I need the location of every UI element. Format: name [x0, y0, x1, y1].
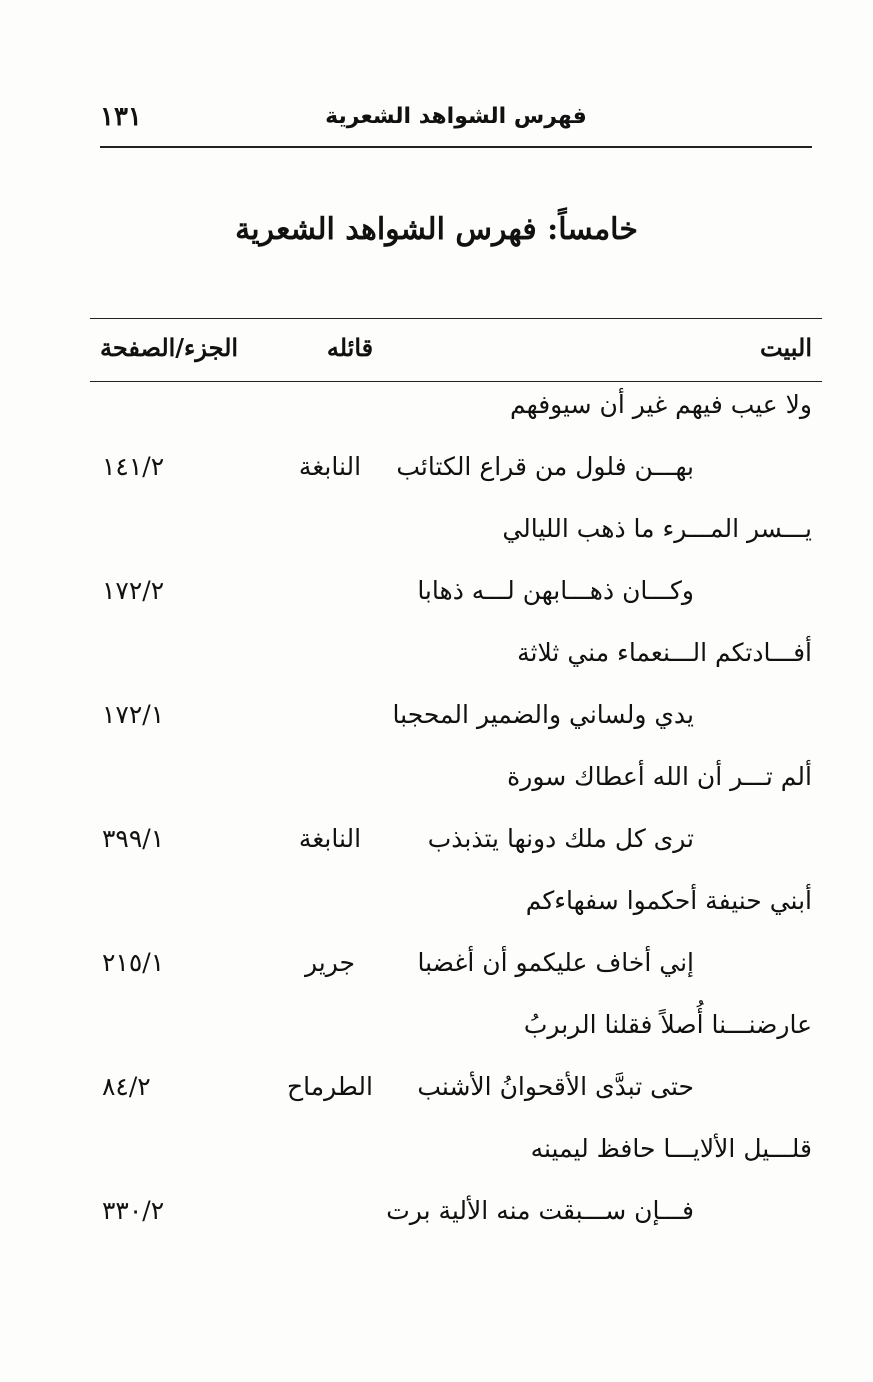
column-header-verse: البيت [759, 333, 812, 362]
table-row [90, 1126, 822, 1250]
table-row [90, 630, 822, 754]
table-row [90, 506, 822, 630]
column-header-sayer: قائله [326, 333, 374, 362]
running-title: فهرس الشواهد الشعرية [325, 104, 587, 129]
verse-sayer: النابغة [298, 452, 362, 481]
verse-sayer: جرير [305, 948, 355, 977]
table-body [90, 382, 822, 1250]
poetry-index-table [90, 318, 822, 1250]
verse-reference: ٢١٥/١ [102, 948, 165, 977]
verse-second-hemistich: ترى كل ملك دونها يتذبذب [427, 824, 694, 853]
verse-first-hemistich: قلـــيل الألايـــا حافظ ليمينه [530, 1134, 812, 1163]
verse-reference: ١٧٢/٢ [102, 576, 165, 605]
page-number: ١٣١ [100, 102, 142, 132]
verse-sayer: الطرماح [286, 1072, 373, 1101]
verse-first-hemistich: أبني حنيفة أحكموا سفهاءكم [525, 886, 812, 915]
table-row [90, 754, 822, 878]
verse-reference: ٣٣٠/٢ [102, 1196, 165, 1225]
verse-second-hemistich: بهـــن فلول من قراع الكتائب [396, 452, 694, 481]
verse-second-hemistich: يدي ولساني والضمير المحجبا [392, 700, 694, 729]
verse-sayer: النابغة [298, 824, 362, 853]
verse-first-hemistich: ولا عيب فيهم غير أن سيوفهم [510, 390, 812, 419]
verse-second-hemistich: حتى تبدَّى الأقحوانُ الأشنب [417, 1072, 694, 1101]
verse-reference: ٨٤/٢ [102, 1072, 151, 1101]
section-title: خامساً: فهرس الشواهد الشعرية [235, 212, 638, 247]
table-header [90, 318, 822, 382]
table-row [90, 1002, 822, 1126]
verse-first-hemistich: ألم تـــر أن الله أعطاك سورة [507, 762, 812, 791]
table-row [90, 878, 822, 1002]
verse-first-hemistich: عارضنـــنا أُصلاً فقلنا الربربُ [523, 1010, 812, 1039]
table-row [90, 382, 822, 506]
verse-first-hemistich: أفـــادتكم الـــنعماء مني ثلاثة [517, 638, 812, 667]
verse-reference: ٣٩٩/١ [102, 824, 165, 853]
running-header [100, 100, 812, 148]
verse-second-hemistich: إني أخاف عليكمو أن أغضبا [417, 948, 694, 977]
column-header-reference: الجزء/الصفحة [100, 333, 239, 362]
verse-reference: ١٧٢/١ [102, 700, 165, 729]
verse-reference: ١٤١/٢ [102, 452, 165, 481]
verse-second-hemistich: وكـــان ذهـــابهن لـــه ذهابا [417, 576, 694, 605]
verse-second-hemistich: فـــإن ســـبقت منه الألية برت [386, 1196, 694, 1225]
verse-first-hemistich: يـــسر المـــرء ما ذهب الليالي [502, 514, 812, 543]
